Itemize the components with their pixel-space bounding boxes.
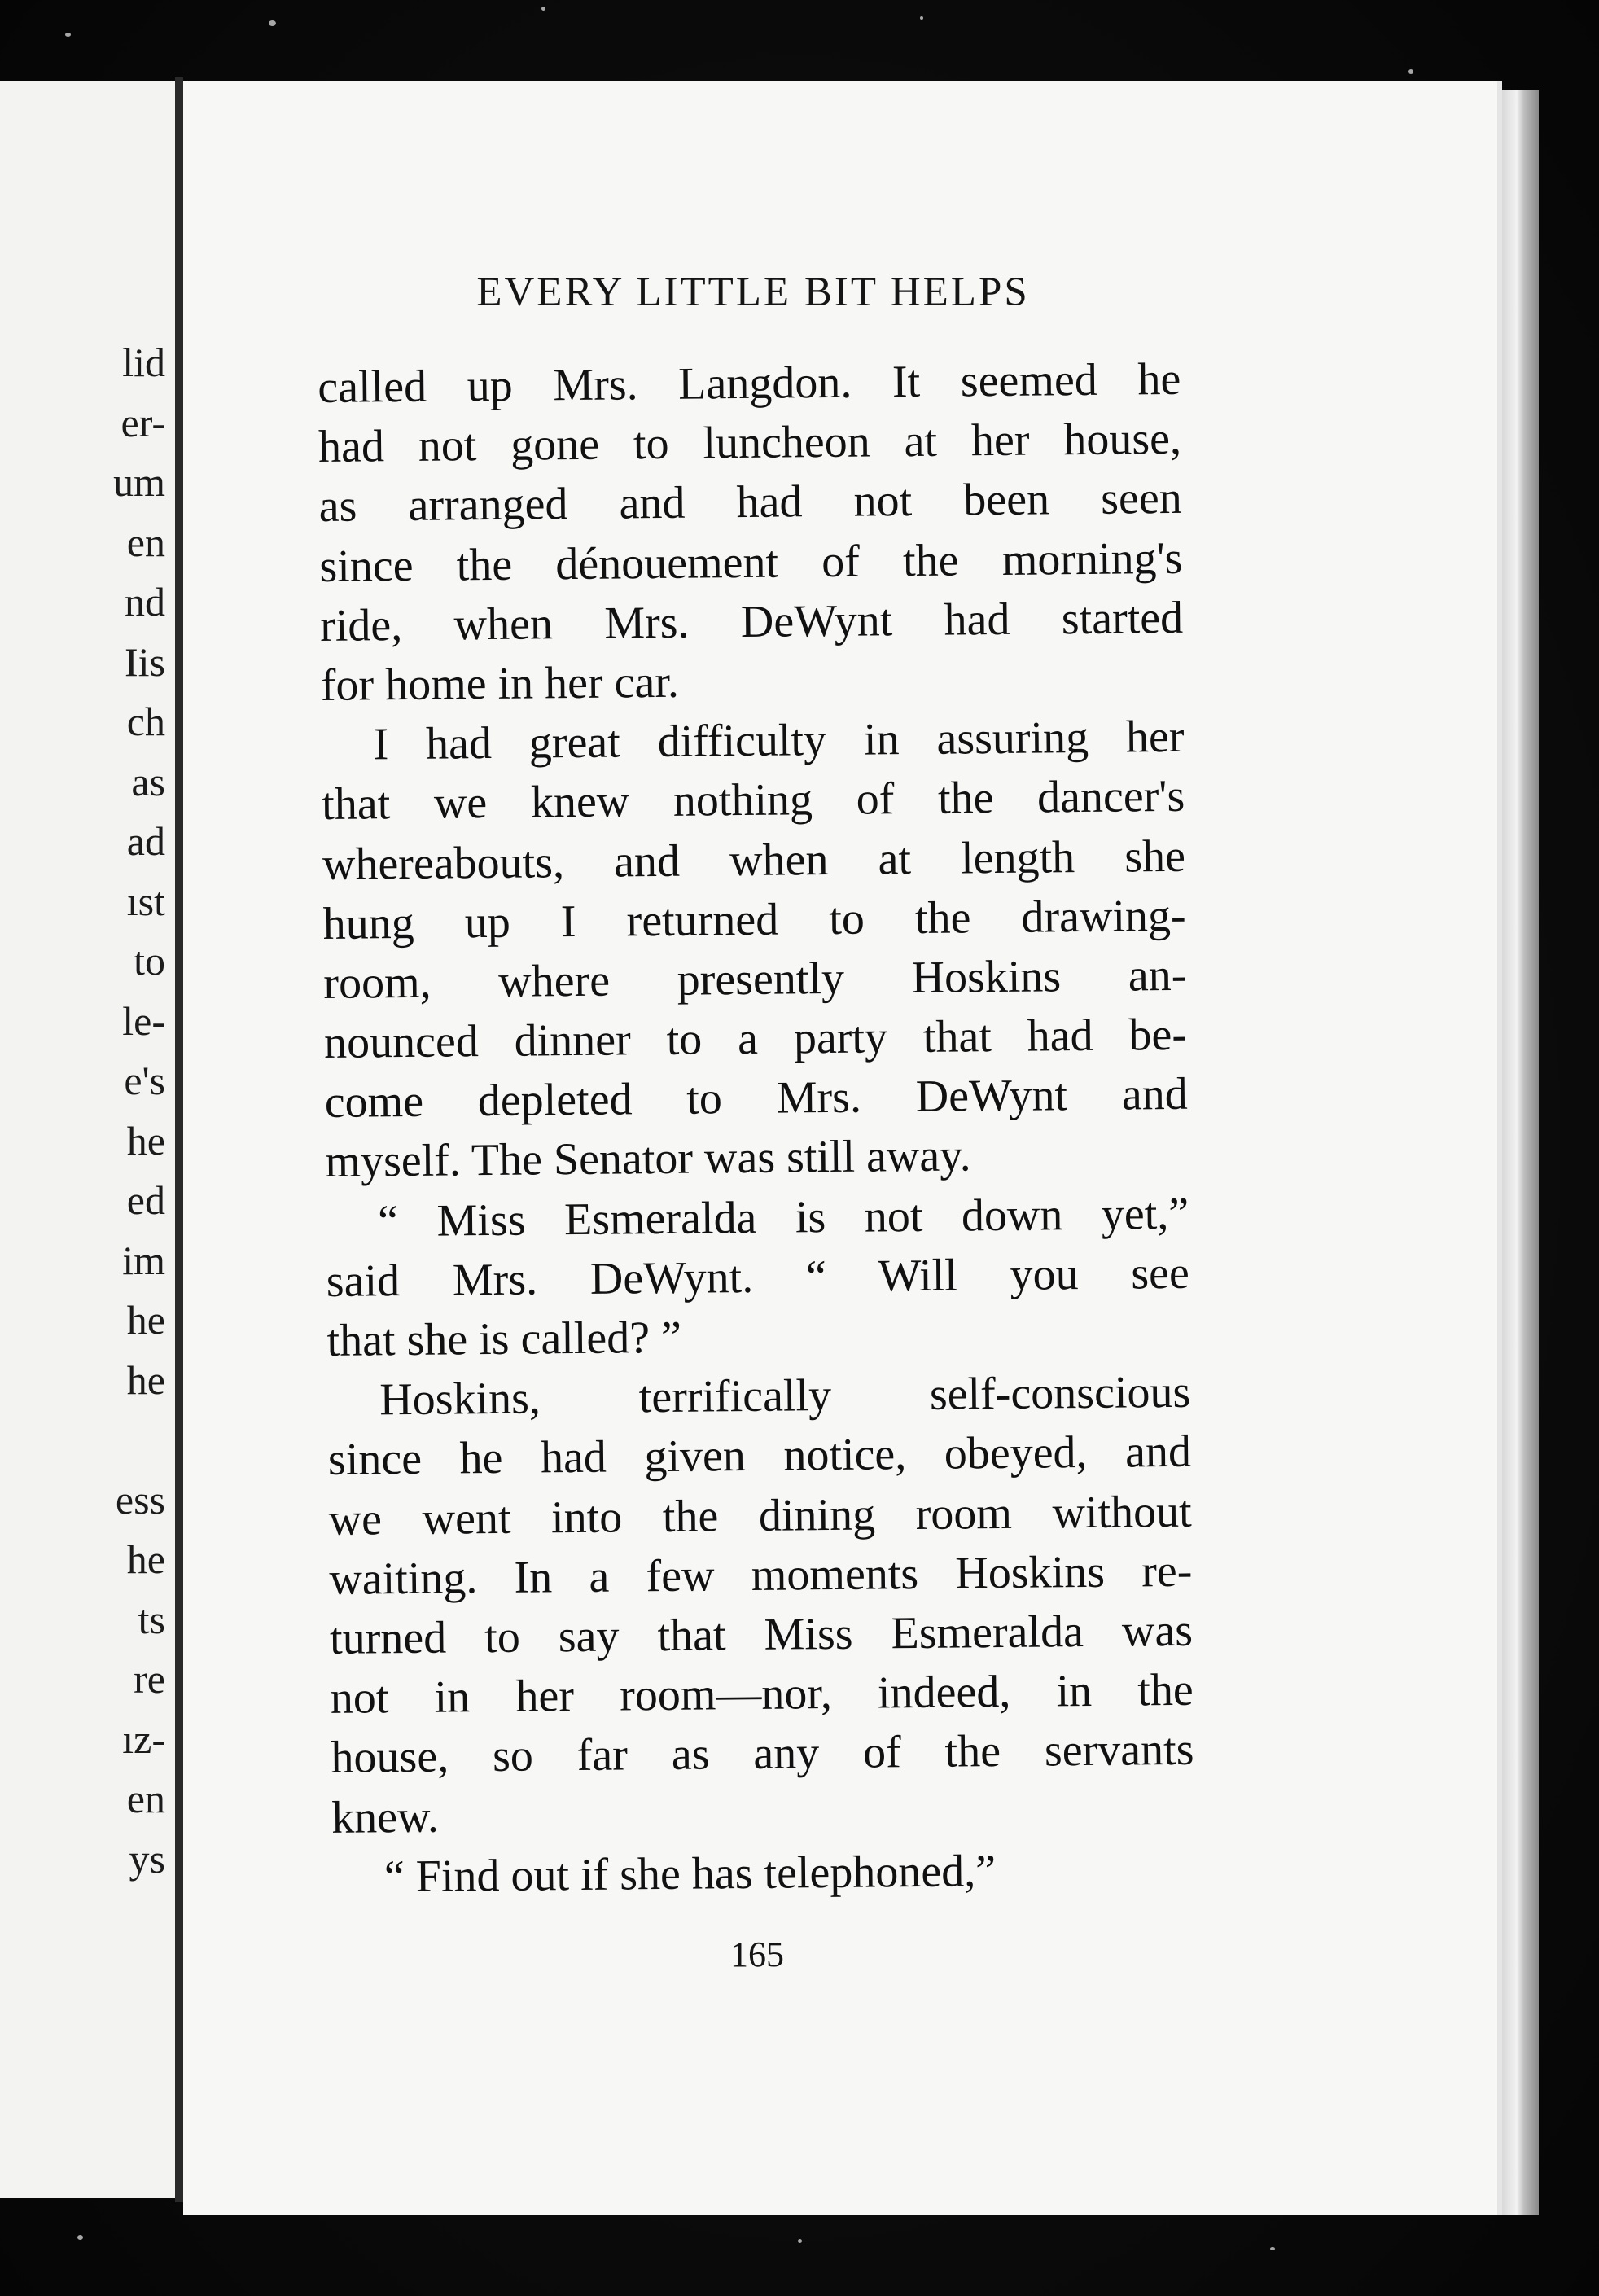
running-head: EVERY LITTLE BIT HELPS — [476, 269, 1030, 315]
text-line: turned to say that Miss Esmeralda was — [329, 1605, 1194, 1664]
facing-page-text-fragment: Iis — [125, 638, 165, 685]
facing-page-text-fragment: en — [126, 1776, 165, 1821]
facing-page-text-fragment: en — [126, 519, 165, 565]
page-edge — [1502, 90, 1539, 2215]
facing-page-text-fragment: ed — [126, 1177, 165, 1223]
paragraph — [321, 708, 1189, 1193]
text-line: since he had given notice, obeyed, and — [327, 1426, 1192, 1486]
dust-speck — [920, 16, 923, 20]
text-line: that she is called? ” — [326, 1312, 682, 1366]
facing-page-text-fragment: er- — [120, 399, 165, 445]
text-line: “ Miss Esmeralda is not down yet,” — [377, 1188, 1189, 1247]
text-line: we went into the dining room without — [328, 1486, 1192, 1545]
facing-page-text-fragment: nd — [125, 579, 165, 624]
text-line: house, so far as any of the servants — [331, 1724, 1194, 1784]
facing-page-text-fragment: he — [126, 1536, 165, 1582]
facing-page-text-fragment: ız- — [122, 1715, 165, 1762]
text-line: knew. — [331, 1791, 440, 1843]
facing-page-text-fragment: as — [131, 758, 165, 804]
text-line: that we knew nothing of the dancer's — [321, 771, 1185, 830]
text-line: nounced dinner to a party that had be- — [323, 1009, 1188, 1069]
text-line: since the dénouement of the morning's — [319, 532, 1183, 592]
facing-page-text-fragment: ch — [126, 699, 165, 744]
text-line: I had great difficulty in assuring her — [373, 711, 1185, 770]
text-line: myself. The Senator was still away. — [325, 1130, 971, 1188]
text-line: room, where presently Hoskins an- — [323, 949, 1187, 1009]
facing-page-text-fragment: im — [122, 1237, 165, 1283]
body-text — [318, 350, 1195, 1908]
paragraph — [332, 1839, 1196, 1907]
dust-speck — [77, 2235, 83, 2240]
facing-page-text-fragment: ad — [126, 818, 165, 864]
text-line: “ Find out if she has telephoned,” — [383, 1845, 997, 1902]
facing-page-text-fragment: le- — [122, 997, 165, 1044]
facing-page-text-fragment: he — [126, 1117, 165, 1163]
dust-speck — [269, 20, 276, 26]
dust-speck — [541, 7, 545, 11]
facing-page-text-fragment: ts — [138, 1596, 165, 1642]
page-number: 165 — [730, 1935, 784, 1974]
facing-page-fragment — [0, 81, 175, 2198]
text-line: come depleted to Mrs. DeWynt and — [324, 1069, 1189, 1128]
facing-page-text-fragment: ys — [129, 1835, 165, 1882]
text-line: not in her room—nor, indeed, in the — [330, 1664, 1194, 1724]
text-line: waiting. In a few moments Hoskins re- — [329, 1545, 1193, 1605]
dust-speck — [1270, 2247, 1275, 2250]
text-line: whereabouts, and when at length she — [322, 830, 1186, 890]
facing-page-text-fragment: he — [126, 1356, 165, 1403]
text-line: ride, when Mrs. DeWynt had started — [319, 592, 1184, 651]
text-line: called up Mrs. Langdon. It seemed he — [318, 353, 1181, 413]
text-line: hung up I returned to the drawing- — [322, 890, 1186, 949]
text-line: said Mrs. DeWynt. “ Will you see — [326, 1247, 1190, 1307]
dust-speck — [65, 33, 71, 37]
facing-page-text-fragment: lid — [122, 340, 165, 385]
facing-page-text-fragment: ess — [115, 1476, 165, 1523]
dust-speck — [1408, 69, 1413, 74]
text-line: had not gone to luncheon at her house, — [318, 414, 1182, 473]
text-line: Hoskins, terrifically self-conscious — [379, 1366, 1191, 1426]
paragraph — [326, 1184, 1190, 1371]
paragraph — [327, 1363, 1195, 1848]
facing-page-text-fragment: ıst — [126, 878, 165, 924]
facing-page-text-fragment: e's — [124, 1058, 165, 1103]
book-gutter — [175, 77, 183, 2202]
text-line: for home in her car. — [320, 656, 680, 711]
facing-page-text-fragment: he — [126, 1297, 165, 1343]
facing-page-text-fragment: to — [134, 938, 165, 984]
facing-page-text-fragment: um — [113, 459, 165, 505]
dust-speck — [798, 2239, 802, 2243]
text-line: as arranged and had not been seen — [318, 473, 1182, 532]
paragraph — [318, 350, 1184, 716]
facing-page-text-fragment: re — [134, 1656, 165, 1702]
